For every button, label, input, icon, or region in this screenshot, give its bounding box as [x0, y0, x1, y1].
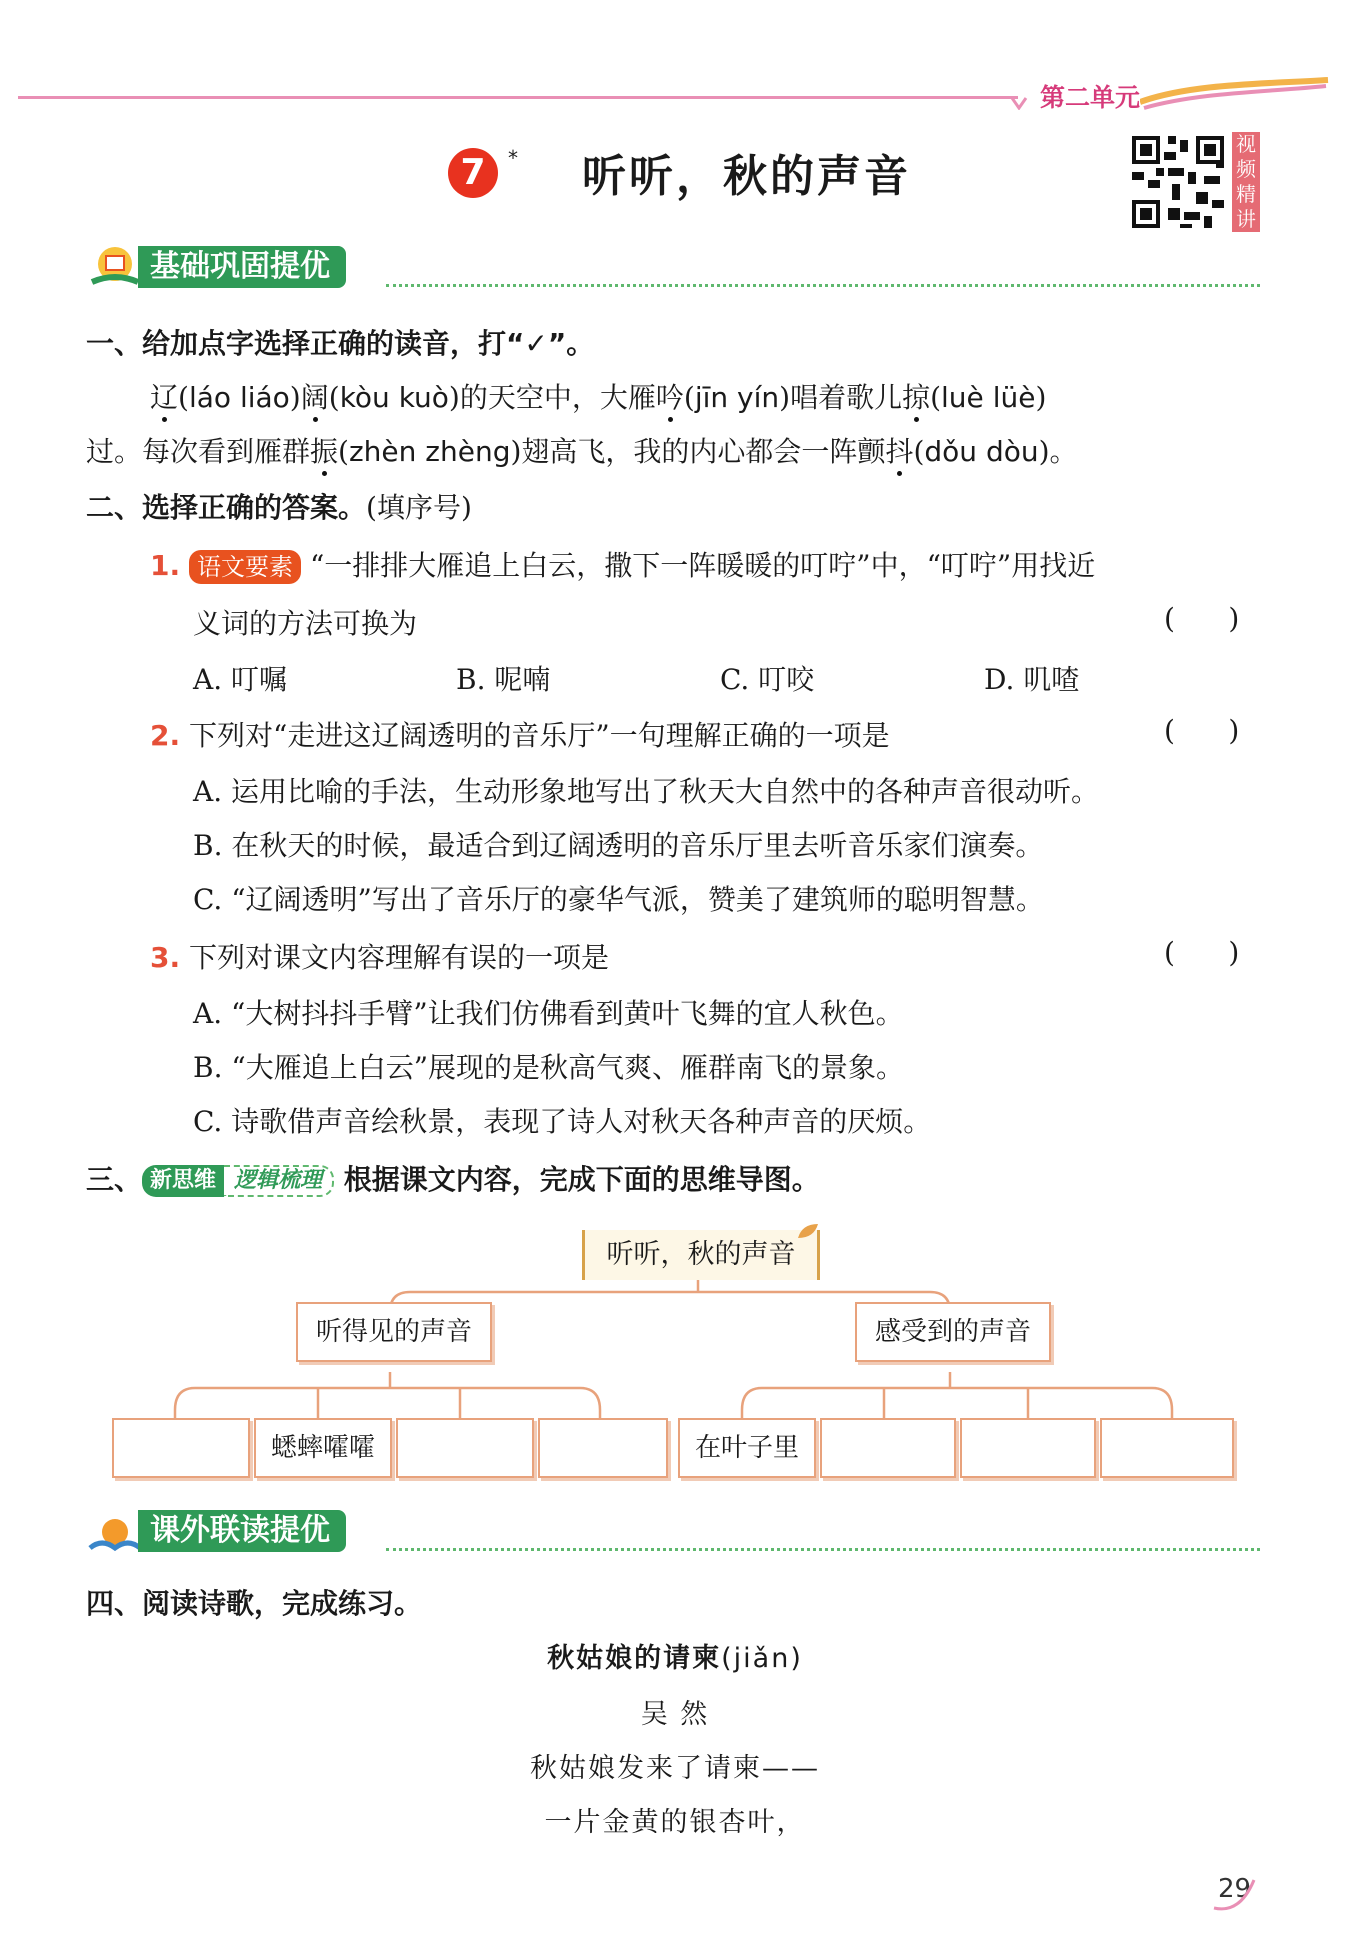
- pinyin-option[interactable]: yín: [737, 381, 780, 414]
- dotted-rule: [386, 284, 1260, 287]
- q2-item-1-option-a[interactable]: A. 叮嘱: [193, 663, 288, 696]
- q3-prefix: 三、: [86, 1163, 143, 1196]
- pinyin-option[interactable]: kuò: [398, 381, 449, 414]
- tag-logic: 逻辑梳理: [224, 1165, 334, 1197]
- poem-line-2: 一片金黄的银杏叶，: [544, 1807, 806, 1838]
- dotted-char: 振: [310, 435, 339, 468]
- sentence-text: [977, 435, 986, 468]
- q2-item-1-option-d[interactable]: D. 叽喳: [984, 663, 1080, 696]
- dotted-char: 掠: [902, 381, 931, 414]
- page-number: 29: [1218, 1874, 1252, 1904]
- answer-blank-1[interactable]: ( ): [1164, 602, 1240, 635]
- video-lecture-tag: 视频精讲: [1232, 132, 1260, 232]
- poem-title: [0, 1636, 1350, 1675]
- sentence-text: (: [328, 381, 340, 414]
- q2-item-3-stem: [150, 936, 609, 976]
- q4-heading: 四、阅读诗歌，完成练习。: [86, 1587, 423, 1620]
- q2-item-1-option-c[interactable]: C. 叮咬: [720, 663, 815, 696]
- q2-item-2-stem: [150, 714, 890, 754]
- sentence-text: [984, 381, 993, 414]
- q1-heading: 一、给加点字选择正确的读音，打“✓”。: [86, 327, 595, 360]
- heart-marker-icon: [1010, 96, 1028, 110]
- poem-line-1: 秋姑娘发来了请柬——: [530, 1753, 820, 1784]
- tag-chinese-elements: 语文要素: [189, 550, 301, 584]
- mindmap-leaf-in-leaves: 在叶子里: [678, 1418, 816, 1478]
- q2-item-3-option-b[interactable]: B. “大雁追上白云”展现的是秋高气爽、雁群南飞的景象。: [193, 1051, 905, 1084]
- pinyin-option[interactable]: láo: [188, 381, 232, 414]
- poem-author: 吴 然: [640, 1699, 710, 1730]
- sentence-text: [728, 381, 737, 414]
- pinyin-option[interactable]: kòu: [339, 381, 390, 414]
- sentence-text: 过。每次看到雁群: [86, 435, 311, 468]
- seedling-icon: [86, 244, 144, 292]
- leaf-icon: [796, 1222, 820, 1242]
- sentence-text: )唱着歌儿: [779, 381, 903, 414]
- pinyin-option[interactable]: liáo: [239, 381, 290, 414]
- sentence-text: (: [913, 435, 925, 468]
- q3-text: 根据课文内容，完成下面的思维导图。: [343, 1163, 820, 1196]
- sentence-text: )的天空中，大雁: [448, 381, 656, 414]
- section-title: 课外联读提优: [138, 1510, 346, 1552]
- pinyin-option[interactable]: lüè: [992, 381, 1036, 414]
- book-sun-icon: [86, 1508, 144, 1556]
- sentence-text: (: [178, 381, 189, 414]
- sentence-text: [416, 435, 425, 468]
- q2-heading: [86, 486, 472, 526]
- sentence-text: )。: [1038, 435, 1078, 468]
- q2-item-1-number: 1.: [150, 549, 181, 582]
- mindmap-leaf-blank[interactable]: [820, 1418, 956, 1478]
- q2-item-2-option-c[interactable]: C. “辽阔透明”写出了音乐厅的豪华气派，赞美了建筑师的聪明智慧。: [193, 883, 1044, 916]
- q2-heading-note: (填序号): [366, 491, 472, 524]
- header-rule: [18, 96, 1018, 99]
- mindmap-leaf-blank[interactable]: [960, 1418, 1096, 1478]
- sentence-text: )翅高飞，我的内心都会一阵颤: [510, 435, 886, 468]
- poem-title-text: 秋姑娘的请柬: [547, 1643, 722, 1674]
- pinyin-option[interactable]: dǒu: [924, 435, 978, 468]
- q2-item-2-text: 下列对“走进这辽阔透明的音乐厅”一句理解正确的一项是: [189, 719, 890, 752]
- dotted-char: 辽: [150, 381, 179, 414]
- mindmap-leaf-blank[interactable]: [396, 1418, 534, 1478]
- q2-item-3-option-c[interactable]: C. 诗歌借声音绘秋景，表现了诗人对秋天各种声音的厌烦。: [193, 1105, 932, 1138]
- mindmap-leaf-blank[interactable]: [112, 1418, 250, 1478]
- sentence-text: (: [930, 381, 942, 414]
- mindmap-node-felt: 感受到的声音: [855, 1302, 1051, 1362]
- pinyin-option[interactable]: zhèng: [425, 435, 511, 468]
- pinyin-option[interactable]: zhèn: [348, 435, 417, 468]
- mindmap-leaf-blank[interactable]: [1100, 1418, 1234, 1478]
- pinyin-option[interactable]: luè: [941, 381, 984, 414]
- q2-item-2-number: 2.: [150, 719, 181, 752]
- q2-item-3-option-a[interactable]: A. “大树抖抖手臂”让我们仿佛看到黄叶飞舞的宜人秋色。: [193, 997, 904, 1030]
- lesson-number-badge: 7: [448, 148, 498, 198]
- q1-line-2: [86, 430, 1078, 470]
- section-title: 基础巩固提优: [138, 246, 346, 288]
- mindmap-node-audible: 听得见的声音: [296, 1302, 492, 1362]
- q3-heading: [86, 1158, 820, 1198]
- dotted-char: 阔: [300, 381, 329, 414]
- pinyin-option[interactable]: jīn: [694, 381, 729, 414]
- poem-title-pinyin: (jiǎn): [721, 1643, 803, 1674]
- sentence-text: (: [683, 381, 695, 414]
- tag-new-thinking: 新思维: [142, 1165, 224, 1197]
- sentence-text: ): [1035, 381, 1047, 414]
- q2-item-3-text: 下列对课文内容理解有误的一项是: [189, 941, 610, 974]
- sentence-text: (: [338, 435, 349, 468]
- q2-item-2-option-a[interactable]: A. 运用比喻的手法，生动形象地写出了秋天大自然中的各种声音很动听。: [193, 775, 1100, 808]
- pinyin-option[interactable]: dòu: [985, 435, 1039, 468]
- answer-blank-3[interactable]: ( ): [1164, 936, 1240, 969]
- q2-heading-text: 二、选择正确的答案。: [86, 491, 367, 524]
- mindmap-leaf-cricket: 蟋蟀嚯嚯: [254, 1418, 392, 1478]
- qr-code-icon[interactable]: [1128, 132, 1228, 232]
- section-heading-basic: [86, 244, 1262, 292]
- q2-item-1-stem2: 义词的方法可换为: [193, 607, 418, 640]
- q1-line-1: [150, 376, 1046, 416]
- section-heading-extended: [86, 1508, 1262, 1556]
- page-title: 听听，秋的声音: [582, 151, 911, 202]
- mindmap-root: 听听，秋的声音: [582, 1230, 820, 1280]
- answer-blank-2[interactable]: ( ): [1164, 714, 1240, 747]
- sentence-text: ): [289, 381, 301, 414]
- mindmap-leaf-blank[interactable]: [538, 1418, 668, 1478]
- unit-label: 第二单元: [1040, 83, 1141, 112]
- q2-item-1-stem: [150, 544, 1095, 584]
- q2-item-1-text: “一排排大雁追上白云，撒下一阵暖暖的叮咛”中，“叮咛”用找近: [309, 549, 1096, 582]
- sentence-text: [390, 381, 399, 414]
- q2-item-3-number: 3.: [150, 941, 181, 974]
- sentence-text: [231, 381, 240, 414]
- dotted-char: 抖: [885, 435, 914, 468]
- dotted-rule: [386, 1548, 1260, 1551]
- lesson-star: *: [508, 146, 518, 170]
- q2-item-1-option-b[interactable]: B. 呢喃: [456, 663, 551, 696]
- swoosh-decoration-icon: [1140, 76, 1330, 116]
- dotted-char: 吟: [655, 381, 684, 414]
- q2-item-2-option-b[interactable]: B. 在秋天的时候，最适合到辽阔透明的音乐厅里去听音乐家们演奏。: [193, 829, 1044, 862]
- page-swirl-icon: [1210, 1874, 1260, 1914]
